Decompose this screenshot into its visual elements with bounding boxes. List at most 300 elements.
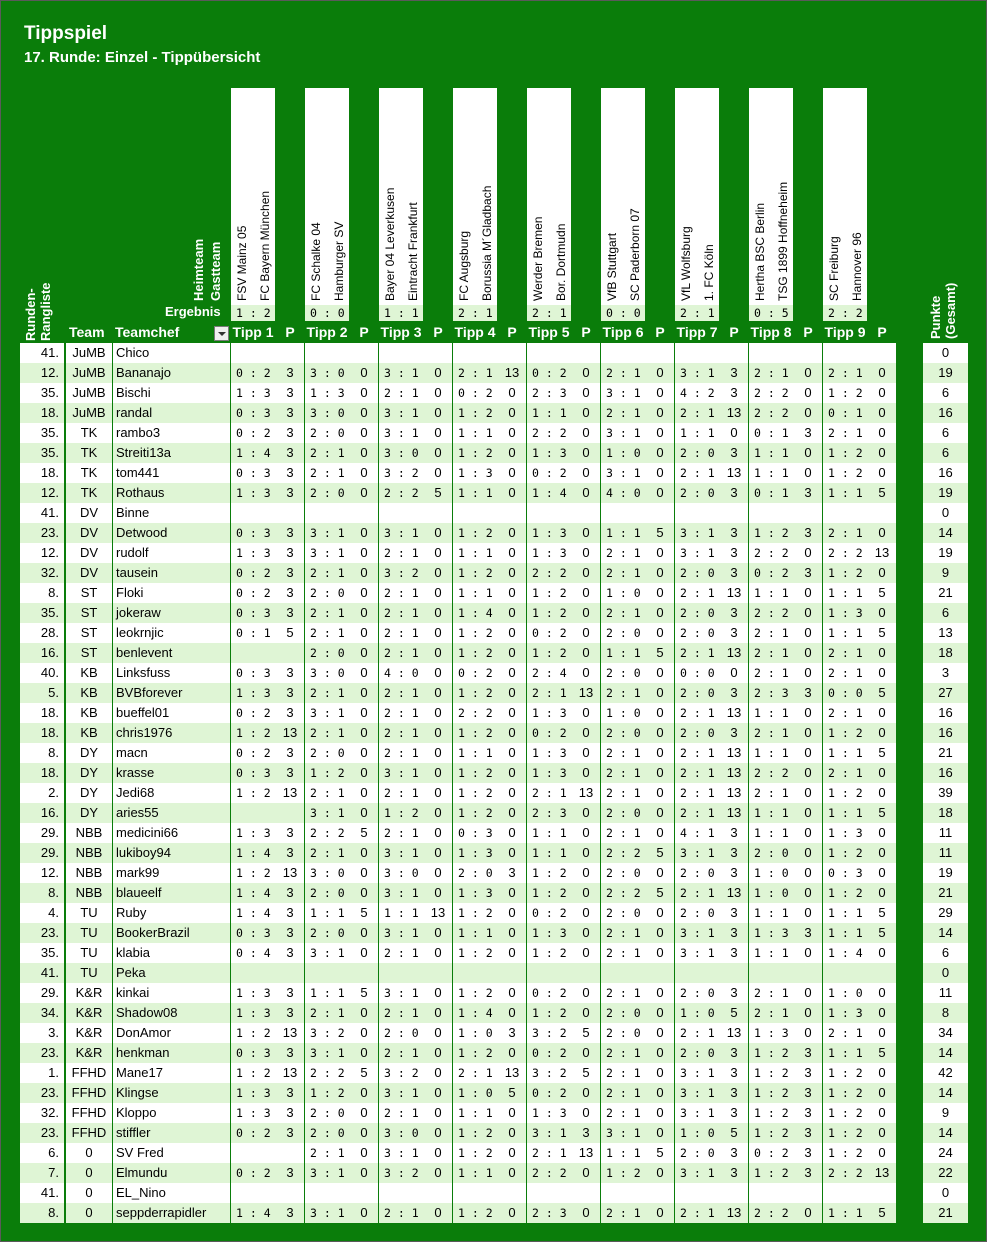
points-cell: 0 xyxy=(582,1105,590,1120)
table-row xyxy=(1,683,986,703)
points-cell: 0 xyxy=(508,485,516,500)
p-header: P xyxy=(433,324,443,340)
points-cell: 0 xyxy=(582,885,590,900)
points-cell: 0 xyxy=(508,625,516,640)
points-cell: 0 xyxy=(360,605,368,620)
tipp-cell: 3 : 1 xyxy=(680,926,715,940)
points-cell: 0 xyxy=(360,445,368,460)
team-cell: FFHD xyxy=(71,1105,107,1120)
table-row xyxy=(1,823,986,843)
points-cell: 0 xyxy=(582,445,590,460)
tipp-cell: 2 : 1 xyxy=(754,726,789,740)
total-points-cell: 0 xyxy=(941,965,950,980)
total-points-cell: 13 xyxy=(938,625,953,640)
tipp-header: Tipp 1 xyxy=(232,324,274,340)
points-cell: 0 xyxy=(582,945,590,960)
teamchef-cell: macn xyxy=(116,745,148,760)
tipp-cell: 2 : 2 xyxy=(384,486,419,500)
points-cell: 5 xyxy=(878,685,886,700)
tipp-cell: 3 : 1 xyxy=(384,886,419,900)
tipp-cell: 3 : 1 xyxy=(310,706,345,720)
tipp-cell: 1 : 1 xyxy=(680,426,715,440)
team-cell: DV xyxy=(79,565,99,580)
tipp-cell: 2 : 2 xyxy=(310,1066,345,1080)
points-cell: 0 xyxy=(656,805,664,820)
tipp-cell: 1 : 1 xyxy=(828,746,863,760)
tipp-cell: 2 : 0 xyxy=(680,1146,715,1160)
away-team: SC Paderborn 07 xyxy=(628,208,642,301)
rank-cell: 28. xyxy=(40,625,59,640)
tipp-cell: 1 : 2 xyxy=(828,566,863,580)
tipp-cell: 2 : 2 xyxy=(754,1206,789,1220)
points-cell: 0 xyxy=(508,1105,516,1120)
tipp-cell: 3 : 0 xyxy=(310,866,345,880)
points-cell: 0 xyxy=(730,425,738,440)
points-cell: 3 xyxy=(286,1005,294,1020)
tipp-header: Tipp 6 xyxy=(602,324,644,340)
tipp-header: Tipp 2 xyxy=(306,324,348,340)
tipp-cell: 1 : 4 xyxy=(236,906,271,920)
tipp-cell: 2 : 0 xyxy=(680,606,715,620)
tipp-cell: 2 : 1 xyxy=(310,446,345,460)
points-cell: 0 xyxy=(582,845,590,860)
points-cell: 3 xyxy=(804,1065,812,1080)
points-cell: 3 xyxy=(286,825,294,840)
tipp-cell: 2 : 2 xyxy=(532,566,567,580)
teamchef-cell: klabia xyxy=(116,945,150,960)
points-cell: 0 xyxy=(434,1085,442,1100)
tipp-cell: 2 : 1 xyxy=(606,746,641,760)
points-cell: 0 xyxy=(360,945,368,960)
p-header: P xyxy=(803,324,813,340)
total-points-cell: 16 xyxy=(938,725,953,740)
tipp-cell xyxy=(453,963,497,983)
team-cell: TK xyxy=(80,465,98,480)
points-cell: 3 xyxy=(730,365,738,380)
points-cell: 13 xyxy=(726,805,742,820)
tipp-cell: 2 : 2 xyxy=(606,846,641,860)
points-cell: 0 xyxy=(360,625,368,640)
team-cell: K&R xyxy=(75,985,103,1000)
tipp-cell: 2 : 0 xyxy=(680,566,715,580)
tipp-cell: 2 : 1 xyxy=(310,1146,345,1160)
total-points-cell: 6 xyxy=(941,945,950,960)
teamchef-cell: jokeraw xyxy=(116,605,161,620)
tipp-cell: 2 : 1 xyxy=(754,1006,789,1020)
points-cell: 0 xyxy=(582,805,590,820)
points-cell: 13 xyxy=(504,365,520,380)
points-cell: 0 xyxy=(656,745,664,760)
home-team: VfB Stuttgart xyxy=(605,232,619,301)
table-row xyxy=(1,363,986,383)
points-cell: 13 xyxy=(726,765,742,780)
tipp-cell: 0 : 1 xyxy=(236,626,271,640)
tipp-cell: 0 : 2 xyxy=(532,726,567,740)
points-cell xyxy=(793,1183,823,1203)
points-cell: 0 xyxy=(656,465,664,480)
points-cell: 0 xyxy=(878,865,886,880)
tipp-cell: 2 : 3 xyxy=(532,1206,567,1220)
tipp-cell: 3 : 2 xyxy=(532,1066,567,1080)
tipp-cell: 3 : 0 xyxy=(384,446,419,460)
points-cell: 0 xyxy=(360,425,368,440)
tipp-cell: 1 : 3 xyxy=(532,1106,567,1120)
points-cell: 0 xyxy=(656,1085,664,1100)
match-result: 0 : 0 xyxy=(305,305,349,321)
tipp-cell: 1 : 3 xyxy=(458,466,493,480)
points-cell: 0 xyxy=(582,665,590,680)
points-cell: 0 xyxy=(656,625,664,640)
tipp-cell: 1 : 2 xyxy=(236,866,271,880)
rank-cell: 8. xyxy=(48,585,59,600)
points-cell: 0 xyxy=(434,665,442,680)
tipp-cell: 3 : 1 xyxy=(680,1086,715,1100)
table-row xyxy=(1,1203,986,1223)
away-team: FC Bayern München xyxy=(258,190,272,301)
teamchef-cell: aries55 xyxy=(116,805,159,820)
points-cell: 0 xyxy=(878,785,886,800)
points-cell: 0 xyxy=(656,925,664,940)
points-cell: 0 xyxy=(582,725,590,740)
tipp-cell: 3 : 1 xyxy=(384,526,419,540)
points-cell: 0 xyxy=(434,805,442,820)
teamchef-cell: Klingse xyxy=(116,1085,159,1100)
points-cell xyxy=(423,343,453,363)
tipp-cell: 1 : 0 xyxy=(458,1026,493,1040)
tipp-cell: 1 : 3 xyxy=(532,546,567,560)
points-cell: 0 xyxy=(360,385,368,400)
teamchef-cell: Jedi68 xyxy=(116,785,155,800)
tipp-cell: 2 : 1 xyxy=(754,986,789,1000)
tipp-cell: 1 : 2 xyxy=(458,686,493,700)
tipp-cell xyxy=(527,503,571,523)
points-cell: 0 xyxy=(582,1205,590,1220)
points-cell: 0 xyxy=(360,565,368,580)
points-cell: 3 xyxy=(286,365,294,380)
points-cell: 0 xyxy=(434,1065,442,1080)
tipp-cell: 2 : 2 xyxy=(754,546,789,560)
tipp-cell: 1 : 3 xyxy=(532,446,567,460)
points-cell: 5 xyxy=(878,905,886,920)
points-cell: 3 xyxy=(730,525,738,540)
tipp-cell: 1 : 3 xyxy=(236,1006,271,1020)
points-cell: 0 xyxy=(804,445,812,460)
teamchef-cell: leokrnjic xyxy=(116,625,164,640)
tipp-cell: 1 : 3 xyxy=(828,1006,863,1020)
points-cell: 0 xyxy=(878,425,886,440)
tipp-cell: 1 : 2 xyxy=(458,986,493,1000)
tipp-cell: 1 : 1 xyxy=(828,626,863,640)
tipp-cell: 1 : 4 xyxy=(236,446,271,460)
tipp-cell: 1 : 1 xyxy=(458,426,493,440)
tipp-cell xyxy=(675,1183,719,1203)
points-cell: 3 xyxy=(730,545,738,560)
total-points-cell: 19 xyxy=(938,365,953,380)
table-row xyxy=(1,383,986,403)
tipp-cell: 3 : 1 xyxy=(310,1166,345,1180)
tipp-cell: 1 : 2 xyxy=(828,1086,863,1100)
points-cell: 0 xyxy=(656,725,664,740)
tipp-cell: 2 : 0 xyxy=(680,726,715,740)
tipp-cell: 2 : 1 xyxy=(384,646,419,660)
teamchef-cell: Shadow08 xyxy=(116,1005,178,1020)
match-header-2 xyxy=(305,88,349,305)
match-result: 0 : 0 xyxy=(601,305,645,321)
tipp-cell: 1 : 3 xyxy=(236,826,271,840)
tipp-cell: 1 : 1 xyxy=(754,466,789,480)
tipp-cell: 3 : 1 xyxy=(384,846,419,860)
tipp-cell xyxy=(379,963,423,983)
points-cell: 3 xyxy=(730,985,738,1000)
tipp-cell: 0 : 3 xyxy=(236,666,271,680)
rank-cell: 35. xyxy=(40,425,59,440)
points-cell xyxy=(275,643,305,663)
points-cell: 13 xyxy=(726,745,742,760)
points-cell xyxy=(793,503,823,523)
points-cell xyxy=(867,1183,897,1203)
points-cell: 0 xyxy=(508,1005,516,1020)
tipp-cell: 1 : 1 xyxy=(828,1206,863,1220)
team-cell: K&R xyxy=(75,1025,103,1040)
teamchef-cell: DonAmor xyxy=(116,1025,171,1040)
tipp-cell: 0 : 4 xyxy=(236,946,271,960)
tipp-cell: 2 : 2 xyxy=(310,826,345,840)
tipp-cell: 0 : 2 xyxy=(236,586,271,600)
points-cell: 3 xyxy=(804,925,812,940)
tipp-cell: 0 : 2 xyxy=(532,906,567,920)
tipp-cell xyxy=(601,963,645,983)
tipp-cell: 1 : 2 xyxy=(754,1066,789,1080)
points-cell: 13 xyxy=(726,705,742,720)
tipp-cell: 2 : 1 xyxy=(606,1106,641,1120)
tipp-cell: 1 : 1 xyxy=(754,906,789,920)
tipp-cell: 1 : 0 xyxy=(458,1086,493,1100)
tipp-cell: 1 : 1 xyxy=(458,926,493,940)
tipp-cell: 2 : 1 xyxy=(310,846,345,860)
tipp-cell: 3 : 1 xyxy=(606,386,641,400)
points-cell: 3 xyxy=(730,485,738,500)
tipp-cell: 3 : 1 xyxy=(384,426,419,440)
tipp-cell: 0 : 2 xyxy=(236,426,271,440)
table-row xyxy=(1,743,986,763)
table-row xyxy=(1,1103,986,1123)
table-row xyxy=(1,863,986,883)
points-cell xyxy=(571,1183,601,1203)
tipp-cell: 2 : 1 xyxy=(828,666,863,680)
teamchef-cell: BookerBrazil xyxy=(116,925,190,940)
points-cell: 13 xyxy=(726,645,742,660)
tipp-cell: 1 : 3 xyxy=(458,846,493,860)
page-title: Tippspiel xyxy=(24,23,108,44)
points-cell: 0 xyxy=(508,725,516,740)
rank-cell: 35. xyxy=(40,945,59,960)
points-cell: 0 xyxy=(804,605,812,620)
tipp-cell: 3 : 1 xyxy=(384,366,419,380)
points-cell: 0 xyxy=(804,905,812,920)
tipp-cell xyxy=(601,503,645,523)
tipp-cell: 0 : 2 xyxy=(754,566,789,580)
total-points-cell: 29 xyxy=(938,905,953,920)
tipp-cell: 1 : 1 xyxy=(458,746,493,760)
tipp-cell: 1 : 2 xyxy=(754,1166,789,1180)
points-cell: 3 xyxy=(286,585,294,600)
tipp-cell: 1 : 2 xyxy=(458,806,493,820)
points-cell: 3 xyxy=(286,665,294,680)
points-cell: 0 xyxy=(582,585,590,600)
tipp-cell: 4 : 2 xyxy=(680,386,715,400)
tipp-cell: 2 : 2 xyxy=(754,386,789,400)
tipp-cell xyxy=(823,343,867,363)
home-team: FC Schalke 04 xyxy=(309,222,323,301)
team-cell: TU xyxy=(80,965,98,980)
points-cell: 0 xyxy=(878,885,886,900)
total-points-cell: 6 xyxy=(941,385,950,400)
points-cell: 0 xyxy=(508,905,516,920)
tipp-cell: 1 : 1 xyxy=(828,1046,863,1060)
tipp-cell: 2 : 1 xyxy=(606,1086,641,1100)
team-cell: JuMB xyxy=(72,365,106,380)
teamchef-cell: tom441 xyxy=(116,465,160,480)
total-points-cell: 0 xyxy=(941,505,950,520)
total-points-cell: 42 xyxy=(938,1065,953,1080)
team-cell: JuMB xyxy=(72,405,106,420)
points-cell: 0 xyxy=(508,885,516,900)
total-points-cell: 14 xyxy=(938,1085,953,1100)
tipp-cell xyxy=(675,503,719,523)
points-cell: 0 xyxy=(434,405,442,420)
tipp-cell xyxy=(231,1183,275,1203)
rank-cell: 3. xyxy=(48,1025,59,1040)
tipp-cell: 1 : 2 xyxy=(754,1106,789,1120)
tipp-cell: 2 : 0 xyxy=(754,846,789,860)
tipp-cell: 2 : 0 xyxy=(680,1046,715,1060)
points-cell: 0 xyxy=(434,845,442,860)
tipp-cell: 3 : 1 xyxy=(384,926,419,940)
rank-cell: 8. xyxy=(48,745,59,760)
away-team: Eintracht Frankfurt xyxy=(406,202,420,301)
match-result: 0 : 5 xyxy=(749,305,793,321)
tipp-cell: 2 : 1 xyxy=(606,686,641,700)
points-cell: 0 xyxy=(434,585,442,600)
points-cell: 0 xyxy=(656,685,664,700)
team-header: Team xyxy=(69,324,105,340)
tipp-cell: 1 : 2 xyxy=(754,1046,789,1060)
tipp-cell: 0 : 0 xyxy=(680,666,715,680)
tipp-cell: 3 : 1 xyxy=(310,546,345,560)
table-row xyxy=(1,1043,986,1063)
tipp-cell: 1 : 3 xyxy=(828,826,863,840)
points-cell xyxy=(793,343,823,363)
tipp-cell: 1 : 2 xyxy=(828,1066,863,1080)
points-cell: 0 xyxy=(434,785,442,800)
rank-cell: 23. xyxy=(40,525,59,540)
tipp-cell: 2 : 1 xyxy=(606,826,641,840)
rank-cell: 16. xyxy=(40,645,59,660)
tipp-cell: 2 : 3 xyxy=(754,686,789,700)
rank-cell: 7. xyxy=(48,1165,59,1180)
tipp-cell: 1 : 1 xyxy=(754,806,789,820)
points-cell: 0 xyxy=(434,365,442,380)
tipp-cell: 2 : 1 xyxy=(384,1006,419,1020)
heimteam-label: Heimteam xyxy=(191,238,206,301)
tipp-cell: 2 : 1 xyxy=(384,726,419,740)
teamchef-cell: randal xyxy=(116,405,153,420)
tipp-cell: 1 : 0 xyxy=(680,1006,715,1020)
points-cell: 3 xyxy=(730,445,738,460)
teamchef-cell: lukiboy94 xyxy=(116,845,171,860)
points-cell: 0 xyxy=(508,1045,516,1060)
tipp-cell: 2 : 0 xyxy=(606,726,641,740)
points-cell: 0 xyxy=(434,645,442,660)
tipp-cell: 2 : 1 xyxy=(606,606,641,620)
team-cell: ST xyxy=(80,645,98,660)
points-cell: 13 xyxy=(874,545,890,560)
team-cell: ST xyxy=(80,585,98,600)
tipp-cell: 1 : 3 xyxy=(532,926,567,940)
points-cell: 0 xyxy=(656,1065,664,1080)
tipp-cell: 3 : 0 xyxy=(310,666,345,680)
table-row xyxy=(1,903,986,923)
tipp-cell: 1 : 4 xyxy=(532,486,567,500)
tipp-cell: 0 : 2 xyxy=(532,466,567,480)
points-cell: 0 xyxy=(656,485,664,500)
rank-cell: 18. xyxy=(40,405,59,420)
points-cell: 0 xyxy=(656,1205,664,1220)
points-cell: 0 xyxy=(508,385,516,400)
points-cell: 5 xyxy=(878,585,886,600)
tipp-cell: 2 : 0 xyxy=(680,906,715,920)
tipp-cell: 1 : 2 xyxy=(458,766,493,780)
tipp-cell: 2 : 1 xyxy=(384,686,419,700)
filter-dropdown-button[interactable] xyxy=(214,326,229,341)
points-cell: 0 xyxy=(434,765,442,780)
points-cell: 0 xyxy=(804,365,812,380)
tipp-cell: 1 : 1 xyxy=(828,586,863,600)
tipp-cell xyxy=(453,343,497,363)
points-cell: 5 xyxy=(656,1145,664,1160)
home-team: Bayer 04 Leverkusen xyxy=(383,187,397,301)
points-cell: 0 xyxy=(434,1105,442,1120)
points-cell: 0 xyxy=(582,425,590,440)
rank-cell: 12. xyxy=(40,545,59,560)
points-cell: 0 xyxy=(360,725,368,740)
tipp-cell: 1 : 2 xyxy=(236,1066,271,1080)
rank-cell: 32. xyxy=(40,1105,59,1120)
tipp-cell: 1 : 1 xyxy=(754,586,789,600)
teamchef-cell: rambo3 xyxy=(116,425,161,440)
teamchef-cell: stiffler xyxy=(116,1125,151,1140)
away-team: Hamburger SV xyxy=(332,221,346,301)
rank-cell: 1. xyxy=(48,1065,59,1080)
tipp-cell: 1 : 2 xyxy=(532,866,567,880)
tipp-cell: 1 : 4 xyxy=(236,846,271,860)
tipp-cell: 2 : 3 xyxy=(532,806,567,820)
points-cell: 3 xyxy=(804,1165,812,1180)
points-cell: 0 xyxy=(508,825,516,840)
rank-cell: 4. xyxy=(48,905,59,920)
points-cell: 0 xyxy=(804,845,812,860)
table-row xyxy=(1,1023,986,1043)
points-cell: 0 xyxy=(878,1025,886,1040)
points-cell: 0 xyxy=(804,945,812,960)
tipp-cell: 0 : 1 xyxy=(828,406,863,420)
points-cell: 3 xyxy=(730,565,738,580)
tipp-header: Tipp 4 xyxy=(454,324,496,340)
points-cell: 0 xyxy=(360,885,368,900)
team-cell: TU xyxy=(80,905,98,920)
total-points-cell: 39 xyxy=(938,785,953,800)
points-cell: 0 xyxy=(434,1125,442,1140)
